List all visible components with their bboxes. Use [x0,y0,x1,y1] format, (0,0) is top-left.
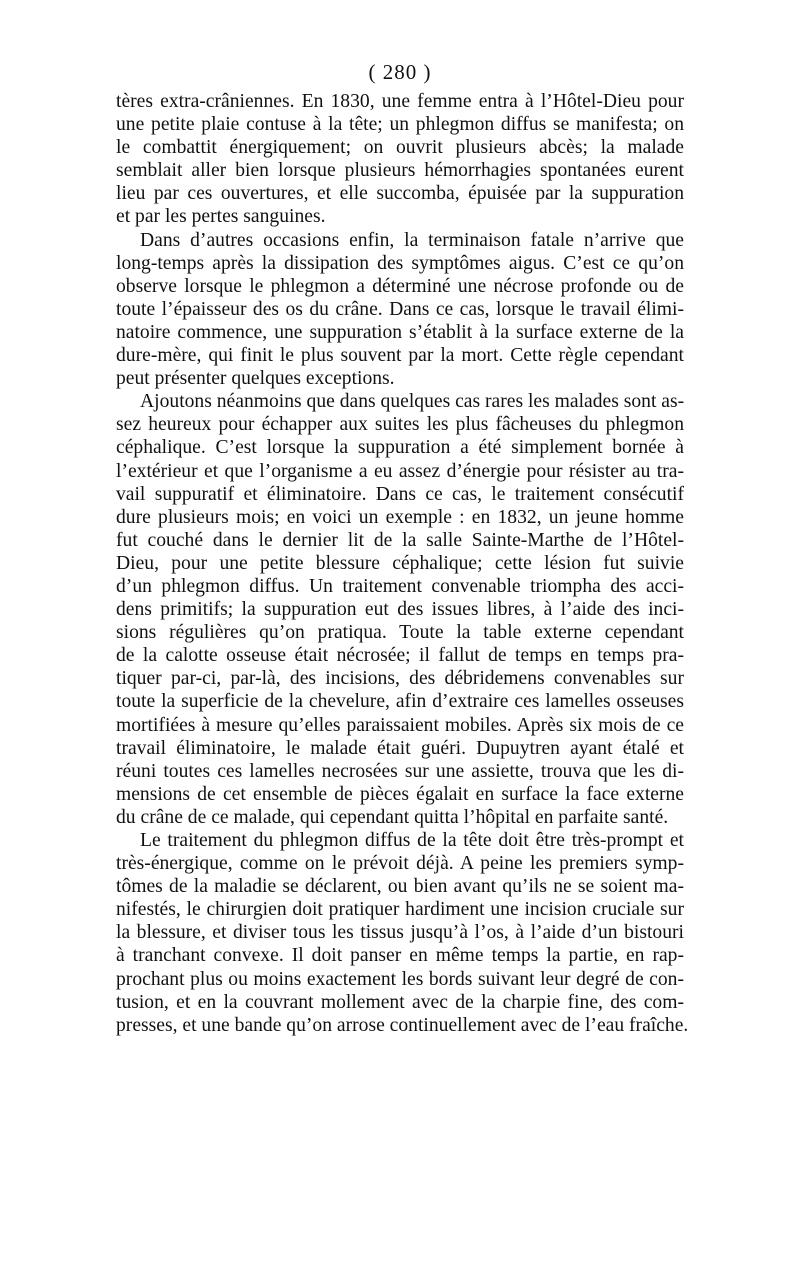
text-line: Dans d’autres occasions enfin, la terminaison fatale n’arrive que [140,229,684,251]
text-line: mensions de cet ensemble de pièces égalait en surface la face externe [116,783,684,805]
text-line: Le traitement du phlegmon diffus de la tête doit être très-prompt et [140,830,684,851]
paragraph [116,229,684,391]
paragraph [116,90,684,229]
text-line: sez heureux pour échapper aux suites les plus fâcheuses du phlegmon [116,414,684,436]
text-line: Dieu, pour une petite blessure céphalique; cette lésion fut suivie [116,552,684,574]
text-line: observe lorsque le phlegmon a déterminé une nécrose profonde ou de [116,275,684,297]
text-line: sions régulières qu’on pratiqua. Toute la table externe cependant [116,622,684,644]
page-number: ( 280 ) [368,60,432,84]
text-line: tères extra-crâniennes. En 1830, une femme entra à l’Hôtel-Dieu pour [116,91,684,112]
text-line: tiquer par-ci, par-là, des incisions, des débridemens convenables sur [116,668,684,690]
text-line: peut présenter quelques exceptions. [116,368,395,390]
text-line: natoire commence, une suppuration s’établit à la surface externe de la [116,321,684,343]
text-line: vail suppuratif et éliminatoire. Dans ce cas, le traitement consécutif [116,483,684,505]
text-line: l’extérieur et que l’organisme a eu assez d’énergie pour résister au tra- [116,460,684,482]
text-line: le combattit énergiquement; on ouvrit plusieurs abcès; la malade [116,137,684,159]
text-line: lieu par ces ouvertures, et elle succomba, épuisée par la suppuration [116,183,684,205]
text-line: tômes de la maladie se déclarent, ou bien avant qu’ils ne se soient ma- [116,876,684,898]
text-line: Ajoutons néanmoins que dans quelques cas rares les malades sont as- [140,391,685,413]
text-line: d’un phlegmon diffus. Un traitement convenable triompha des acci- [116,575,684,597]
text-line: mortifiées à mesure qu’elles paraissaient mobiles. Après six mois de ce [116,714,684,736]
text-line: presses, et une bande qu’on arrose continuellement avec de l’eau fraîche. [116,1014,689,1036]
text-line: toute l’épaisseur des os du crâne. Dans ce cas, lorsque le travail élimi- [116,298,684,320]
text-line: de la calotte osseuse était nécrosée; il fallut de temps en temps pra- [116,645,684,667]
text-line: tusion, et en la couvrant mollement avec de la charpie fine, des com- [116,991,684,1013]
text-line: dens primitifs; la suppuration eut des issues libres, à l’aide des inci- [116,599,684,621]
text-line: du crâne de ce malade, qui cependant quitta l’hôpital en parfaite santé. [116,806,669,828]
text-line: semblait aller bien lorsque plusieurs hémorrhagies spontanées eurent [116,160,684,182]
text-line: et par les pertes sanguines. [116,206,326,228]
text-line: toute la superficie de la chevelure, afin d’extraire ces lamelles osseuses [116,691,684,713]
text-line: dure-mère, qui finit le plus souvent par la mort. Cette règle cependant [116,345,684,367]
text-line: travail éliminatoire, le malade était guéri. Dupuytren ayant étalé et [116,737,684,759]
text-line: réuni toutes ces lamelles necrosées sur une assiette, trouva que les di- [116,760,684,782]
text-line: prochant plus ou moins exactement les bords suivant leur degré de con- [116,968,684,990]
text-line: céphalique. C’est lorsque la suppuration a été simplement bornée à [116,437,684,459]
text-line: fut couché dans le dernier lit de la salle Sainte-Marthe de l’Hôtel- [116,529,684,551]
text-line: une petite plaie contuse à la tête; un phlegmon diffus se manifesta; on [116,114,684,136]
text-line: la blessure, et diviser tous les tissus jusqu’à l’os, à l’aide d’un bistouri [116,922,684,944]
text-line: dure plusieurs mois; en voici un exemple : en 1832, un jeune homme [116,506,684,528]
body-text [116,90,689,1037]
paragraph [116,829,689,1037]
paragraph [116,390,684,829]
text-line: très-énergique, comme on le prévoit déjà. A peine les premiers symp- [116,853,684,875]
text-line: nifestés, le chirurgien doit pratiquer hardiment une incision cruciale sur [116,899,684,921]
text-line: à tranchant convexe. Il doit panser en même temps la partie, en rap- [116,945,684,967]
text-line: long-temps après la dissipation des symptômes aigus. C’est ce qu’on [116,252,684,274]
